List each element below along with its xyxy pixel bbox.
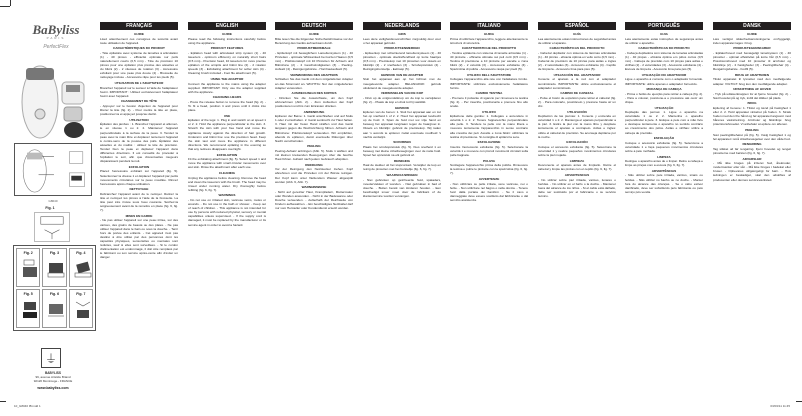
paragraph: Epileren van de benen: 1. Sluit het apparaat aan en zet het op snelheid 1 of 2. 2. Houd het apparaat loodrecht op de huid. 3. Span de huid met uw vrije hand en beweeg het apparaat langzaam tegen de haargroei in. Oksels en bikinilijn: gebruik de precisiekop. Wij raden aan 's avonds te epileren zodat eventuele roodheid 's nachts verdwijnt. <box>363 110 441 139</box>
address-city: 92120 Montrouge - FRANCE <box>33 379 73 383</box>
website-link[interactable]: www.babyliss.com <box>37 386 69 390</box>
paragraph: Unplug the appliance before cleaning. Remove the head and clean the tweezers with the brush. The head may be rinsed under running water. Dry thoroughly before refitting (fig. 6, fig. 7). <box>188 175 266 192</box>
section-heading: VERWENDUNG DES ADAPTERS <box>290 72 338 77</box>
section-heading: USE <box>223 113 231 118</box>
paragraph: - Epilation head with articulated strip system (1) - 40 tweezers - optimum efficiency on naturally short hairs (0.5 mm) - Precision head, 10 tweezers for more precise epilation of the armpits and bikini line (2) - 2 rotation speeds (3) - Exfoliating attachment for softer skin (4) - Cleaning brush included - Foot file attachment (5). <box>188 50 266 76</box>
paragraph: Læs venligst sikkerhedsanvisningerne omhyggeligt, inden apparatet tages i brug. <box>713 36 791 45</box>
paragraph: Débranchez l'appareil avant de le nettoyer. Retirez la tête et nettoyez les pinces à l'aide de la brossette. La tête peut être rincée sous l'eau courante. Séchez-la soigneusement avant de la remettre en place (fig. 6, fig. 7). <box>100 191 178 213</box>
section-heading: LIMPIEZA <box>569 158 585 163</box>
figure-image <box>74 298 92 322</box>
footer-date: 03/03/11 11:45 <box>770 404 790 408</box>
section-heading: UTILIZACIÓN DEL ADAPTADOR <box>553 72 601 77</box>
section-heading: CLEANING <box>218 170 236 175</box>
section-heading: CAMBIO TESTINA <box>475 91 503 96</box>
paragraph: Ligue o aparelho à corrente com o adaptador fornecido. IMPORTANTE: utilize apenas o adaptador fornecido. <box>625 77 703 86</box>
section-heading: PEELING <box>307 144 321 149</box>
language-header: DANSK <box>713 22 791 30</box>
paragraph: - Pulse el botón de expulsión para retirar el cabezal (fig. 2). - Para colocarlo, posiciónelo y presione hasta oír un clic. <box>538 95 616 108</box>
footer-file: 10_G8040 IB.indd 1 <box>14 404 41 408</box>
crop-mark <box>0 401 6 402</box>
section-heading: NETTOYAGE <box>129 187 149 192</box>
section-heading: CAMBIO DE CABEZAL <box>560 91 594 96</box>
section-heading: ADVERTÊNCIAS <box>651 168 677 173</box>
section-heading: USING THE ADAPTOR <box>210 76 244 81</box>
section-heading: CARACTÉRISTIQUES DU PRODUIT <box>113 46 165 51</box>
cover-panel <box>0 0 98 400</box>
paragraph: Placez l'accessoire exfoliant sur l'appareil (fig. 5). Sélectionnez la vitesse 1 et déplacez l'appareil par petits mouvements circulaires sur la peau mouillée. Rincez l'accessoire après chaque utilisation. <box>100 169 178 186</box>
model-code: G8040 <box>48 199 58 203</box>
figure <box>42 289 66 328</box>
brand-logo: BaByliss <box>32 22 80 37</box>
paragraph: Lisez attentivement ces consignes de sécurité avant toute utilisation de l'appareil. <box>100 36 178 45</box>
figure-label: Fig. 5 <box>23 292 33 296</box>
paragraph: Branchez l'appareil sur le secteur à l'aide de l'adaptateur fourni. IMPORTANT : Utilisez exclusivement l'adaptateur fourni avec l'appareil. <box>100 85 178 98</box>
paragraph: Tilslut apparatet til lysnettet med den medfølgende adapter. VIGTIGT: brug kun den medfølgende adapter. <box>713 77 791 86</box>
paragraph: - No utilizar sobre piel irritada, varices, lunares o heridas. - No utilizar en el baño o la ducha. - Mantener fuera del alcance de los niños. - Si el cable está dañado, debe ser sustituido por el fabricante o su servicio técnico. <box>538 177 616 198</box>
section-heading: EXFOLIATION <box>128 164 150 169</box>
section-heading: REINIGING <box>393 158 411 163</box>
section-heading: ESFOLIAÇÃO <box>653 136 675 141</box>
section-heading: VERWISSELEN VAN DE KOP <box>380 91 424 96</box>
figure-label: Fig. 4 <box>76 251 86 255</box>
section-heading: WAARSCHUWINGEN <box>386 172 418 177</box>
figure-image <box>21 257 39 281</box>
section-heading: REINIGUNG <box>305 162 323 167</box>
section-heading: PRODUKTEGENSKABER <box>733 46 771 51</box>
plug-icon: ⏚ <box>41 348 61 368</box>
paragraph: Desconecte el aparato antes de limpiarlo. Retire el cabezal y limpie las pinzas con el cepillo (fig. 6, fig. 7). <box>538 163 616 172</box>
figure <box>69 248 93 287</box>
fig-1-label: Fig. 1 <box>45 206 55 210</box>
section-heading: BRUG <box>747 101 757 106</box>
paragraph: Épilation des jambes : 1. Branchez l'appareil et allumez-le en vitesse 1 ou 2. 2. Maintenez l'appareil perpendiculaire à la surface de la peau. 3. Tendez la peau avec la main libre et déplacez lentement l'appareil à contre-sens de la pousse des poils. Épilation des aisselles et du maillot : utilisez la tête de précision. Tendez bien la peau et déplacez l'appareil dans différentes directions. Il est conseillé de procéder à l'épilation le soir, afin que d'éventuelles rougeurs disparaissent pendant la nuit. <box>100 122 178 164</box>
section-heading: CHANGING HEADS <box>212 95 242 100</box>
section-heading: ESFOLIAZIONE <box>477 140 501 145</box>
figure-image <box>47 298 65 322</box>
paragraph: Epilazione delle gambe: 1. Collegare e accendere in velocità 1 o 2. 2. Tenere l'apparecchio perpendicolare alla pelle. 3. Tendere la pelle con la mano libera e muovere lentamente l'apparecchio in senso contrario alla crescita dei peli. Ascelle e zona bikini: utilizzare la testina di precisione. Si consiglia di epilarsi la sera. <box>450 114 528 139</box>
section-heading: UTILISATION <box>129 117 149 122</box>
figure <box>42 248 66 287</box>
paragraph: Lea atentamente estas instrucciones de seguridad antes de utilizar el aparato. <box>538 36 616 45</box>
paragraph: Depilação das pernas: 1. Ligue o aparelho na velocidade 1 ou 2. 2. Mantenha o aparelho perpendicular à pele. 3. Estique a pele com a mão livre e desloque lentamente o aparelho no sentido contrário ao crescimento dos pêlos. Axilas e virilhas: utilize a cabeça de precisão. <box>625 110 703 135</box>
paragraph: - Não utilizar sobre pele irritada, varizes, sinais ou feridas. - Não utilizar no banho ou no duche. - Manter fora do alcance das crianças. - Se o cabo estiver danificado, deve ser substituído pelo fabricante ou pelo serviço pós-venda. <box>625 173 703 194</box>
paragraph: - Epilierkopf mit beweglichem Lamellensystem (1) - 40 Pinzetten - optimale Wirksamkeit bei kurzen Haaren (0,5 mm) - Präzisionskopf mit 10 Pinzetten für Achseln und Bikinizone (2) - 2 Geschwindigkeiten (3) - Peeling-Aufsatz (4) - Reinigungsbürste - Hornhautaufsatz (5). <box>275 50 353 72</box>
figure <box>69 289 93 328</box>
paragraph: Scollegare l'apparecchio prima della pulizia. Rimuovere la testina e pulire le pinzette con la spazzolina (fig. 6, fig. 7). <box>450 163 528 176</box>
section-heading: UTILIZACIÓN <box>567 109 587 114</box>
address-street: 99, avenue Aristide Briand <box>35 375 71 379</box>
paragraph: - Niet gebruiken op geïrriteerde huid, spataders, moedervlekken of wonden. - Niet gebruiken in bad of douche. - Buiten bereik van kinderen houden. - Een beschadigd snoer moet door de fabrikant of de klantenservice worden vervangen. <box>363 177 441 198</box>
paragraph: Desligue o aparelho antes de o limpar. Retire a cabeça e limpe as pinças com a escova (fig. 6, fig. 7). <box>625 159 703 168</box>
paragraph: Inserire l'accessorio esfoliante (fig. 5). Selezionare la velocità 1 e muovere con piccoli movimenti circolari sulla pelle bagnata. <box>450 144 528 158</box>
language-header: DEUTSCH <box>275 22 353 30</box>
paragraph: Schließen Sie das Gerät mit dem mitgelieferten Adapter an das Stromnetz an. WICHTIG: Nur den mitgelieferten Adapter verwenden. <box>275 77 353 90</box>
paragraph: Epilieren der Beine: 1. Gerät anschließen und auf Stufe 1 oder 2 einschalten. 2. Gerät senkrecht zur Haut halten. 3. Haut mit der freien Hand straffen und das Gerät langsam gegen die Wuchsrichtung führen. Achseln und Bikinizone: Präzisionskopf verwenden. Wir empfehlen, abends zu epilieren, damit eventuelle Rötungen über Nacht verschwinden. <box>275 114 353 143</box>
paragraph: Depilación de las piernas: 1. Conecte y encienda en velocidad 1 o 2. 2. Mantenga el aparato perpendicular a la piel. 3. Estire la piel con la mano libre y desplace lentamente el aparato a contrapelo. Axilas e ingles: utilice el cabezal de precisión. Se aconseja depilarse por la noche. <box>538 114 616 139</box>
paragraph: - Epileerkop met scharnierend lamellensysteem (1) - 40 pincetten - optimale doeltreffendheid op korte haartjes (0,5 mm) - Precisiekop met 10 pincetten voor oksels en bikinilijn (2) - 2 snelheden (3) - Scrubopzetstuk (4) - Reinigingsborsteltje - Eeltrasp (5). <box>363 50 441 72</box>
paragraph: Please read the following instructions carefully before using the appliance. <box>188 36 266 45</box>
section-heading: MISES EN GARDE <box>125 213 153 218</box>
language-header: NEDERLANDS <box>363 22 441 30</box>
section-heading: LIMPEZA <box>657 154 671 159</box>
paragraph: Tag stikket ud før rengøring. Fjern hovedet og rengør pincetterne med børsten (fig. 6, fig. 7). <box>713 146 791 155</box>
figure-label: Fig. 6 <box>49 292 60 296</box>
section-heading: AVVERTENZE <box>478 177 500 181</box>
section-heading: AUSWECHSELN DES KOPFES <box>291 91 337 96</box>
paragraph: - Nicht auf gereizter Haut, Krampfadern, Muttermalen oder Wunden anwenden. - Nicht in der Badewanne oder Dusche verwenden. - Außerhalb der Reichweite von Kindern aufbewahren. - Ein beschädigtes Netzkabel darf nur vom Hersteller oder Kundendienst ersetzt werden. <box>275 189 353 211</box>
paragraph: - Do not use on irritated skin, varicose veins, moles or wounds. - Do not use in the bath or shower. - Keep out of reach of children. - This appliance is not intended for use by persons with reduced physical, sensory or mental capabilities unless supervised. - If the supply cord is damaged, it must be replaced by the manufacturer or its service agent in order to avoid a hazard. <box>188 197 266 227</box>
section-heading: GUÍA <box>573 32 581 36</box>
paragraph: - Prima o botão de ejecção para retirar a cabeça (fig. 2). - Para a colocar, posicione-a e pressione até ouvir um clique. <box>625 91 703 104</box>
section-heading: GUIDE <box>134 32 144 36</box>
language-column <box>275 22 353 394</box>
paragraph: - Må ikke bruges på irriteret hud, åreknuder, modermærker eller sår. - Må ikke bruges i badekar eller bruser. - Opbevares utilgængeligt for børn. - Hvis ledningen er beskadiget, skal den udskiftes af producenten eller dennes serviceværksted. <box>713 161 791 182</box>
paragraph: Collegare l'apparecchio alla rete con l'adattatore fornito. IMPORTANTE: utilizzare esclusivamente l'adattatore fornito. <box>450 77 528 90</box>
language-header: ESPAÑOL <box>538 22 616 30</box>
section-heading: ANWENDUNG <box>303 109 325 114</box>
paragraph: Sluit het apparaat aan op het lichtnet met de meegeleverde adapter. BELANGRIJK: gebruik uitsluitend de meegeleverde adapter. <box>363 77 441 90</box>
section-heading: ADVARSLER <box>742 156 762 161</box>
section-heading: UTILISATION DE L'ADAPTATEUR <box>114 81 164 86</box>
paragraph: Conecte el aparato a la red con el adaptador suministrado. IMPORTANTE: utilice exclusivamente el adaptador suministrado. <box>538 77 616 90</box>
company-address <box>14 371 92 383</box>
section-heading: GEBRUIK <box>394 105 410 110</box>
paragraph: Epilering af benene: 1. Tilslut og tænd på hastighed 1 eller 2. 2. Hold apparatet vinkelret på huden. 3. Stræk huden med den frie hånd og før apparatet langsomt mod hårenes vækstretning. Armhuler og bikinilinje: brug præcisionshovedet. Vi anbefaler at epilere om aftenen. <box>713 106 791 127</box>
section-heading: EXFOLIACIÓN <box>566 140 588 145</box>
paragraph: - Tête épilatoire avec système de lamelles à articulation (1) - 40 pinces - efficacité optimale sur poils naturellement courts (0,5 mm) - Tête de précision 10 pinces pour une épilation plus précise des aisselles et du bikini (2) - 2 vitesses de rotation (3) - Accessoire exfoliant pour une peau plus douce (4) - Brossette de nettoyage incluse - Accessoire râpe pour les pieds (5). <box>100 50 178 80</box>
section-heading: CARACTERÍSTICAS DO PRODUTO <box>638 46 690 51</box>
paragraph: Bitte lesen Sie die folgenden Sicherheitshinweise vor der Benutzung des Geräts aufmerksam durch. <box>275 36 353 45</box>
language-column <box>538 22 616 394</box>
figure-image <box>21 298 39 322</box>
section-heading: WARNINGS <box>218 193 236 198</box>
paragraph: Coloque el accesorio exfoliante (fig. 5). Seleccione la velocidad 1 y realice pequeños movimientos circulares sobre la piel mojada. <box>538 144 616 158</box>
paragraph: - Ne pas utiliser l'appareil sur une peau irritée, sur des varices, des grains de beauté ou des plaies. - Ne pas utiliser l'appareil dans le bain ou sous la douche. - Tenir hors de portée des enfants. - Cet appareil n'est pas destiné à être utilisé par des personnes dont les capacités physiques, sensorielles ou mentales sont réduites, sauf si elles sont surveillées. - Si le cordon d'alimentation est endommagé, il doit être remplacé par le fabricant ou son service après-vente afin d'éviter un danger. <box>100 218 178 260</box>
section-heading: PEELING <box>745 127 759 132</box>
company-name: BABYLISS <box>44 371 62 375</box>
paragraph: - Appuyez sur le bouton d'éjection de l'appareil pour libérer la tête (fig. 2). - Pour mettre la tête en place, positionnez-la et appuyez jusqu'au déclic. <box>100 104 178 117</box>
paragraph: Fit the exfoliating attachment (fig. 5). Select speed 1 and move the appliance with small circular movements over wet skin. Rinse the attachment after each use. <box>188 157 266 170</box>
paragraph: Epilation of the legs: 1. Plug in and switch on at speed 1 or 2. 2. Hold the appliance perpendicular to the skin. 3. Stretch the skin with your free hand and move the appliance slowly against the direction of hair growth. Underarm and bikini line: use the precision head. Keep the skin taut and move the appliance in different directions. We recommend epilating in the evening so that any redness disappears overnight. <box>188 118 266 151</box>
section-heading: GEBRUIK VAN DE ADAPTER <box>380 72 424 77</box>
section-heading: WARNHINWEISE <box>301 185 327 190</box>
language-column <box>713 22 791 394</box>
language-header: FRANÇAIS <box>100 22 178 30</box>
section-heading: UTILIZAÇÃO DO ADAPTADOR <box>641 72 687 77</box>
figure-label: Fig. 3 <box>49 251 60 255</box>
paragraph: Sæt peelingtilbehøret på (fig. 5). Vælg hastighed 1 og før apparatet i små cirkelbevægelser over den våde hud. <box>713 132 791 141</box>
paragraph: - Premere il pulsante di sgancio per rimuovere la testina (fig. 2). - Per inserirla, posizionarla e premere fino allo scatto. <box>450 95 528 108</box>
section-heading: EXFOLIATION <box>216 152 238 157</box>
brand-logo-sub: PARIS <box>46 36 66 40</box>
section-heading: UDSKIFTNING AF HOVED <box>733 87 771 92</box>
figure <box>16 248 40 287</box>
language-column <box>188 22 266 394</box>
section-heading: CHANGEMENT DE TÊTE <box>120 99 158 104</box>
paragraph: - Testina epilatoria con sistema di lamelle articolate (1) - 40 pinzette - efficacia ottimale sui peli corti (0,5 mm) - Testina di precisione a 10 pinzette per ascelle e zona bikini (2) - 2 velocità (3) - Accessorio esfoliante (4) - Spazzolina di pulizia - Accessorio raspa per piedi (5). <box>450 50 528 72</box>
paragraph: - Tryk på udløserknappen for at fjerne hovedet (fig. 2). - Sæt hovedet på og tryk, indtil det klikker på plads. <box>713 91 791 100</box>
paragraph: - Drücken Sie die Auswurftaste, um den Kopf abzunehmen (Abb. 2). - Zum Aufsetzen den Kopf positionieren und bis zum Einrasten drücken. <box>275 95 353 108</box>
figures-grid <box>13 245 96 331</box>
section-heading: PULIZIA <box>482 158 496 163</box>
section-heading: MUDANÇA DE CABEÇA <box>646 87 682 92</box>
section-heading: GUIDE <box>747 32 757 36</box>
language-header: PORTUGUÊS <box>625 22 703 30</box>
paragraph: Connect the appliance to the mains using the adaptor supplied. IMPORTANT: Only use the adaptor supplied with the appliance. <box>188 81 266 94</box>
paragraph: Lees deze veiligheidsvoorschriften zorgvuldig door voor u het apparaat gebruikt. <box>363 36 441 45</box>
paragraph: - Cabezal depilador con sistema de láminas articuladas (1) - 40 pinzas - eficacia óptima en vello corto (0,5 mm) - Cabezal de precisión de 10 pinzas para axilas e ingles (2) - 2 velocidades (3) - Accesorio exfoliante (4) - Cepillo de limpieza - Accesorio lima para pies (5). <box>538 50 616 72</box>
language-column <box>363 22 441 394</box>
language-column <box>625 22 703 394</box>
paragraph: Coloque o acessório esfoliante (fig. 5). Seleccione a velocidade 1 e faça pequenos movimentos circulares sobre a pele molhada. <box>625 140 703 153</box>
paragraph: Plaats het scrubopzetstuk (fig. 5). Kies snelheid 1 en beweeg met kleine cirkelbewegingen over de natte huid. Spoel het opzetstuk na elk gebruik af. <box>363 144 441 158</box>
paragraph: Peeling-Aufsatz anbringen (Abb. 5). Stufe 1 wählen und mit kleinen kreisenden Bewegungen über die feuchte Haut führen. Aufsatz nach jedem Gebrauch abspülen. <box>275 148 353 162</box>
paragraph: - Press the release button to remove the head (fig. 2). - To fit a head, position it and press until it clicks into place. <box>188 99 266 113</box>
section-heading: CARATTERISTICHE DEL PRODOTTO <box>461 46 517 51</box>
section-heading: RENGØRING <box>742 142 762 147</box>
section-heading: BRUG AF ADAPTEREN <box>735 72 769 77</box>
paragraph: - Non utilizzare su pelle irritata, vene varicose, nei o ferite. - Non utilizzare nel bagno o nella doccia. - Tenere fuori dalla portata dei bambini. - Se il cavo è danneggiato deve essere sostituito dal fabbricante o dal servizio assistenza. <box>450 181 528 202</box>
figure-image <box>74 257 92 281</box>
model-name: PerfectFlex <box>43 44 69 50</box>
section-heading: UTILIZZO <box>482 109 496 114</box>
figure <box>16 289 40 328</box>
section-heading: GUIDE <box>309 32 319 36</box>
paragraph: Haal de stekker uit het stopcontact. Verwijder de kop en reinig de pincetten met het borsteltje (fig. 6, fig. 7). <box>363 163 441 172</box>
section-heading: ADVERTENCIAS <box>564 172 590 177</box>
section-heading: GIDS <box>398 32 406 36</box>
language-header: ENGLISH <box>188 22 266 30</box>
paragraph: Vor der Reinigung den Netzstecker ziehen. Kopf abnehmen und die Pinzetten mit der Bürste reinigen. Der Kopf kann unter fließendem Wasser abgespült werden (Abb. 6, Abb. 7). <box>275 167 353 184</box>
section-heading: UTILIZZO DELL'ADATTATORE <box>466 72 512 77</box>
product-diagram <box>14 143 92 196</box>
fig-1-image <box>34 212 70 242</box>
figure-label: Fig. 2 <box>23 251 33 255</box>
paragraph: Prima di utilizzare l'apparecchio, leggere attentamente le istruzioni di sicurezza. <box>450 36 528 45</box>
figure-label: Fig. 7 <box>76 292 86 296</box>
paragraph: - Druk op de ontgrendelknop om de kop te verwijderen (fig. 2). - Plaats de kop en druk tot hij vastklikt. <box>363 95 441 104</box>
section-heading: CARACTERÍSTICAS DEL PRODUCTO <box>549 46 605 51</box>
section-heading: UTILIZAÇÃO <box>654 105 674 110</box>
section-heading: GUIDA <box>484 32 494 36</box>
product-image <box>14 52 94 140</box>
section-heading: PRODUCT FEATURES <box>210 46 244 51</box>
crop-mark <box>796 401 802 402</box>
paragraph: - Epilatorhoved med bevægeligt lamelsystem (1) - 40 pincetter - optimal effektivitet på korte hår (0,5 mm) - Præcisionshoved med 10 pincetter til armhuler og bikinilinje (2) - 2 hastigheder (3) - Peelingtilbehør (4) - Rengøringsbørste - Fodfil (5). <box>713 50 791 72</box>
section-heading: PRODUKTMERKMALE <box>297 46 331 51</box>
language-header: ITALIANO <box>450 22 528 30</box>
figure-image <box>47 257 65 281</box>
language-column <box>450 22 528 394</box>
paragraph: Leia atentamente estas instruções de segurança antes de utilizar o aparelho. <box>625 36 703 45</box>
section-heading: GUIDE <box>222 32 232 36</box>
section-heading: GUIA <box>660 32 668 36</box>
language-column <box>100 22 178 394</box>
section-heading: PRODUCTKENMERKEN <box>384 46 420 51</box>
section-heading: SCRUBBEN <box>393 140 411 145</box>
paragraph: - Cabeça depiladora com sistema de lamelas articuladas (1) - 40 pinças - eficácia óptima em pêlos curtos (0,5 mm) - Cabeça de precisão com 10 pinças para axilas e virilhas (2) - 2 velocidades (3) - Acessório esfoliante (4) - Escova de limpeza - Acessório lima para pés (5). <box>625 50 703 72</box>
